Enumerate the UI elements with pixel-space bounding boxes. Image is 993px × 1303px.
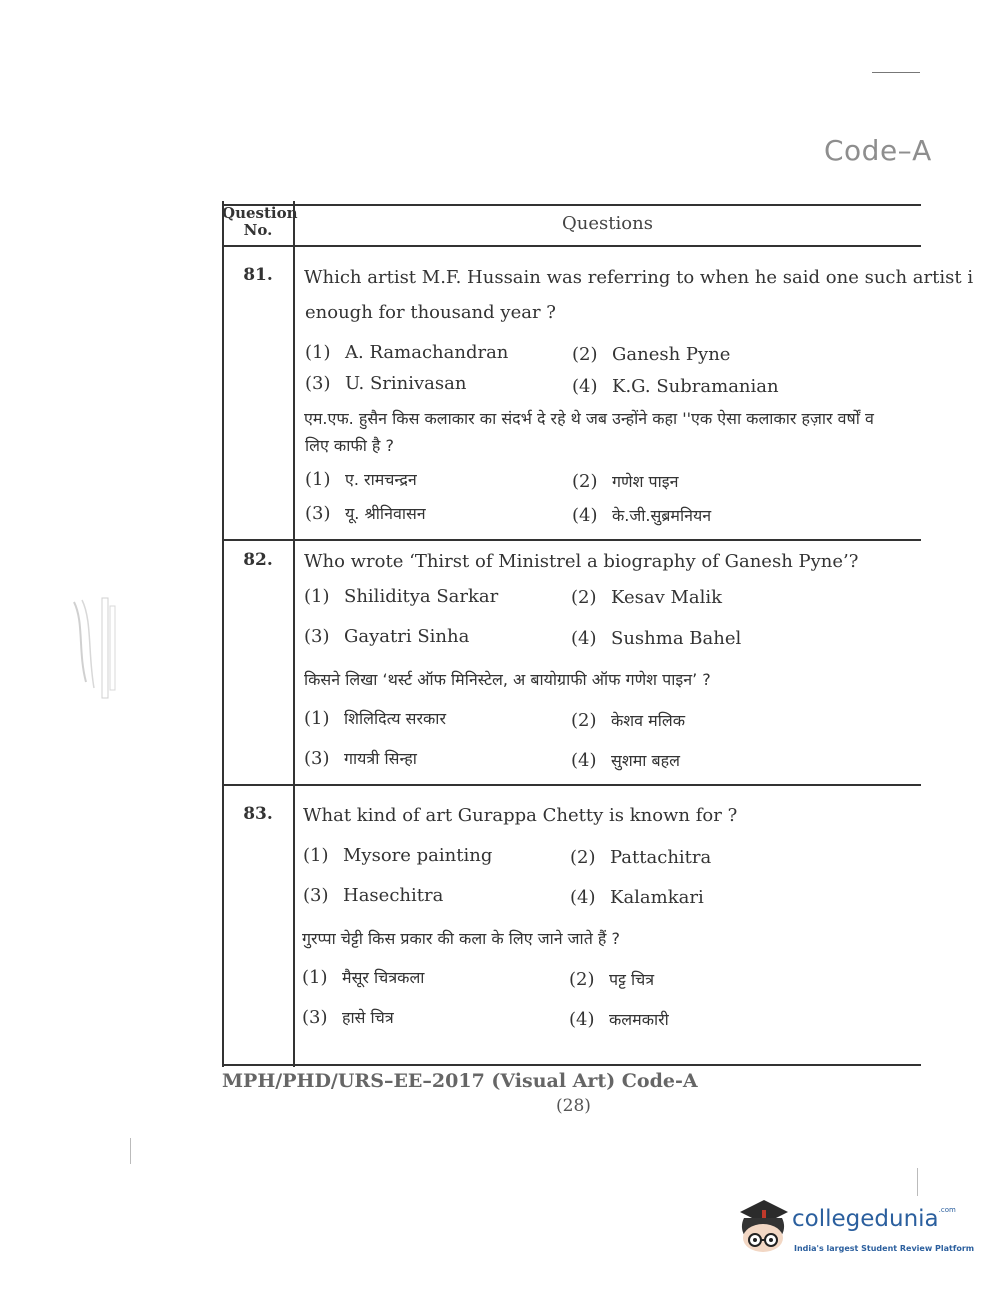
header-questions: Questions: [562, 213, 653, 234]
option-hi: (4) सुशमा बहल: [571, 750, 680, 771]
question-text-hi: गुरप्पा चेट्टी किस प्रकार की कला के लिए जाने जाते हैं ?: [302, 929, 620, 948]
option-en: (1) Shiliditya Sarkar: [304, 586, 499, 607]
question-table: [222, 201, 974, 1067]
option-en: (1) Mysore painting: [303, 845, 493, 866]
margin-mark: [917, 1168, 918, 1196]
header-bottom-rule: [222, 245, 921, 247]
option-hi: (3) गायत्री सिन्हा: [304, 748, 417, 769]
question-text-en: Which artist M.F. Hussain was referring to when he said one such artist i: [304, 267, 974, 288]
question-text-en: Who wrote ‘Thirst of Ministrel a biography of Ganesh Pyne’?: [304, 551, 859, 572]
option-en: (4) Kalamkari: [570, 887, 704, 908]
top-rule: [872, 72, 920, 73]
column-divider: [293, 201, 295, 1067]
mascot-icon: [734, 1196, 792, 1256]
option-hi: (1) मैसूर चित्रकला: [302, 967, 425, 988]
option-hi: (3) यू. श्रीनिवासन: [305, 503, 426, 524]
question-text-hi-cont: लिए काफी है ?: [305, 436, 394, 455]
question-number: 81.: [243, 265, 273, 285]
table-bottom-rule: [222, 1064, 921, 1066]
option-en: (3) U. Srinivasan: [305, 373, 467, 394]
option-hi: (1) ए. रामचन्द्रन: [305, 469, 417, 490]
option-en: (2) Kesav Malik: [571, 587, 723, 608]
table-top-rule: [222, 204, 921, 206]
footer-exam-code: MPH/PHD/URS–EE–2017 (Visual Art) Code-A: [222, 1070, 698, 1092]
question-text-en: What kind of art Gurappa Chetty is known for ?: [303, 805, 738, 826]
table-left-rule: [222, 201, 224, 1067]
option-hi: (2) पट्ट चित्र: [569, 969, 655, 990]
option-hi: (2) गणेश पाइन: [572, 471, 679, 492]
option-hi: (3) हासे चित्र: [302, 1007, 394, 1028]
question-text-hi: एम.एफ. हुसैन किस कलाकार का संदर्भ दे रहे थे जब उन्होंने कहा ''एक ऐसा कलाकार हज़ार वर्षों व: [304, 409, 874, 428]
margin-mark: [130, 1138, 131, 1164]
question-number: 82.: [243, 550, 273, 570]
option-hi: (4) के.जी.सुब्रमनियन: [572, 505, 712, 526]
faded-stamp-mark: [64, 592, 120, 704]
row-separator: [222, 539, 921, 541]
question-number: 83.: [243, 804, 273, 824]
option-hi: (2) केशव मलिक: [571, 710, 685, 731]
option-en: (2) Ganesh Pyne: [572, 344, 731, 365]
row-separator: [222, 784, 921, 786]
page-number: (28): [556, 1096, 591, 1116]
header-question-no: Question No.: [222, 204, 298, 239]
question-text-en-cont: enough for thousand year ?: [305, 302, 556, 323]
option-en: (4) K.G. Subramanian: [572, 376, 779, 397]
option-en: (3) Hasechitra: [303, 885, 444, 906]
option-hi: (4) कलमकारी: [569, 1009, 669, 1030]
option-en: (1) A. Ramachandran: [305, 342, 509, 363]
option-en: (2) Pattachitra: [570, 847, 712, 868]
logo-tagline: India's largest Student Review Platform: [794, 1244, 975, 1253]
option-en: (3) Gayatri Sinha: [304, 626, 470, 647]
collegedunia-logo[interactable]: [734, 1196, 975, 1262]
code-label: Code–A: [824, 134, 932, 167]
logo-wordmark: collegedunia$^{.com}$: [792, 1206, 956, 1232]
option-hi: (1) शिलिदित्य सरकार: [304, 708, 446, 729]
question-text-hi: किसने लिखा ‘थर्स्ट ऑफ मिनिस्टेल, अ बायोग्राफी ऑफ गणेश पाइन’ ?: [304, 670, 711, 689]
option-en: (4) Sushma Bahel: [571, 628, 742, 649]
